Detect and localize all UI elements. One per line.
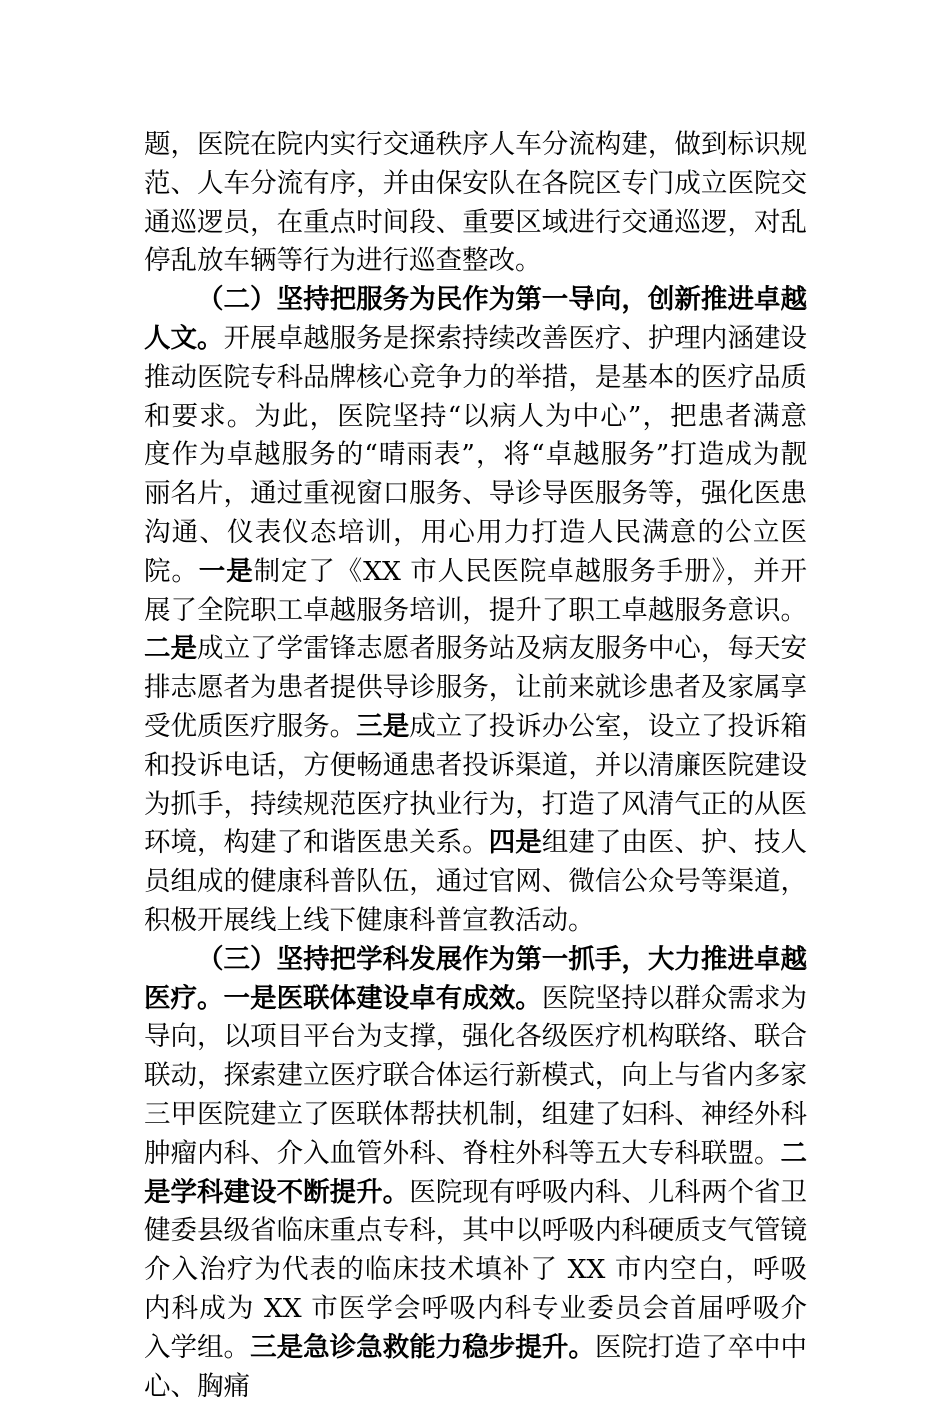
bold-text-run: 四是 (488, 827, 542, 859)
paragraph-service-excellence (144, 281, 807, 941)
text-run: 题，医院在院内实行交通秩序人车分流构建，做到标识规范、人车分流有序，并由保安队在各院区专门成立医院交通巡逻员，在重点时间段、重要区域进行交通巡逻，对乱停乱放车辆等行为进行巡查整改。 (144, 129, 807, 277)
text-run: 医院现有呼吸内科、儿科两个省卫健委县级省临床重点专科，其中以呼吸内科硬质支气管镜介入治疗为代表的临床技术填补了 XX 市内空白，呼吸内科成为 XX 市医学会呼吸内科专业委员会首届呼吸介入学组。 (144, 1176, 808, 1363)
bold-text-run: 二是学科建设不断提升。 (144, 1137, 807, 1208)
document-page (144, 126, 807, 1406)
bold-text-run: 一是 (198, 555, 254, 587)
text-run: 成立了投诉办公室，设立了投诉箱和投诉电话，方便畅通患者投诉渠道，并以清廉医院建设为抓手，持续规范医疗执业行为，打造了风清气正的从医环境，构建了和谐医患关系。 (144, 710, 808, 859)
text-run: 开展卓越服务是探索持续改善医疗、护理内涵建设推动医院专科品牌核心竞争力的举措，是基本的医疗品质和要求。为此，医院坚持“以病人为中心”，把患者满意度作为卓越服务的“晴雨表”，将“卓越服务”打造成为靓丽名片，通过重视窗口服务、导诊导医服务等，强化医患沟通、仪表仪态培训，用心用力打造人民满意的公立医院。 (144, 322, 807, 587)
text-run: 制定了《XX 市人民医院卓越服务手册》，并开展了全院职工卓越服务培训，提升了职工卓越服务意识。 (144, 555, 808, 626)
text-run: 医院打造了卒中中心、胸痛 (144, 1331, 808, 1402)
paragraph-discipline-development (144, 941, 807, 1406)
bold-text-run: 二是 (144, 633, 198, 665)
bold-text-run: 三是 (356, 710, 410, 742)
text-run: 医院坚持以群众需求为导向，以项目平台为支撑，强化各级医疗机构联络、联合联动，探索建立医疗联合体运行新模式，向上与省内多家三甲医院建立了医联体帮扶机制，组建了妇科、神经外科肿瘤内科、介入血管外科、脊柱外科等五大专科联盟。 (144, 982, 807, 1169)
paragraph-traffic-management (144, 126, 807, 281)
bold-text-run: （二）坚持把服务为民作为第一导向，创新推进卓越人文。 (144, 284, 807, 354)
bold-text-run: （三）坚持把学科发展作为第一抓手，大力推进卓越医疗。一是医联体建设卓有成效。 (144, 943, 807, 1014)
text-run: 成立了学雷锋志愿者服务站及病友服务中心，每天安排志愿者为患者提供导诊服务，让前来就诊患者及家属享受优质医疗服务。 (144, 633, 808, 742)
text-run: 组建了由医、护、技人员组成的健康科普队伍，通过官网、微信公众号等渠道，积极开展线上线下健康科普宣教活动。 (144, 827, 808, 936)
bold-text-run: 三是急诊急救能力稳步提升。 (250, 1331, 595, 1363)
